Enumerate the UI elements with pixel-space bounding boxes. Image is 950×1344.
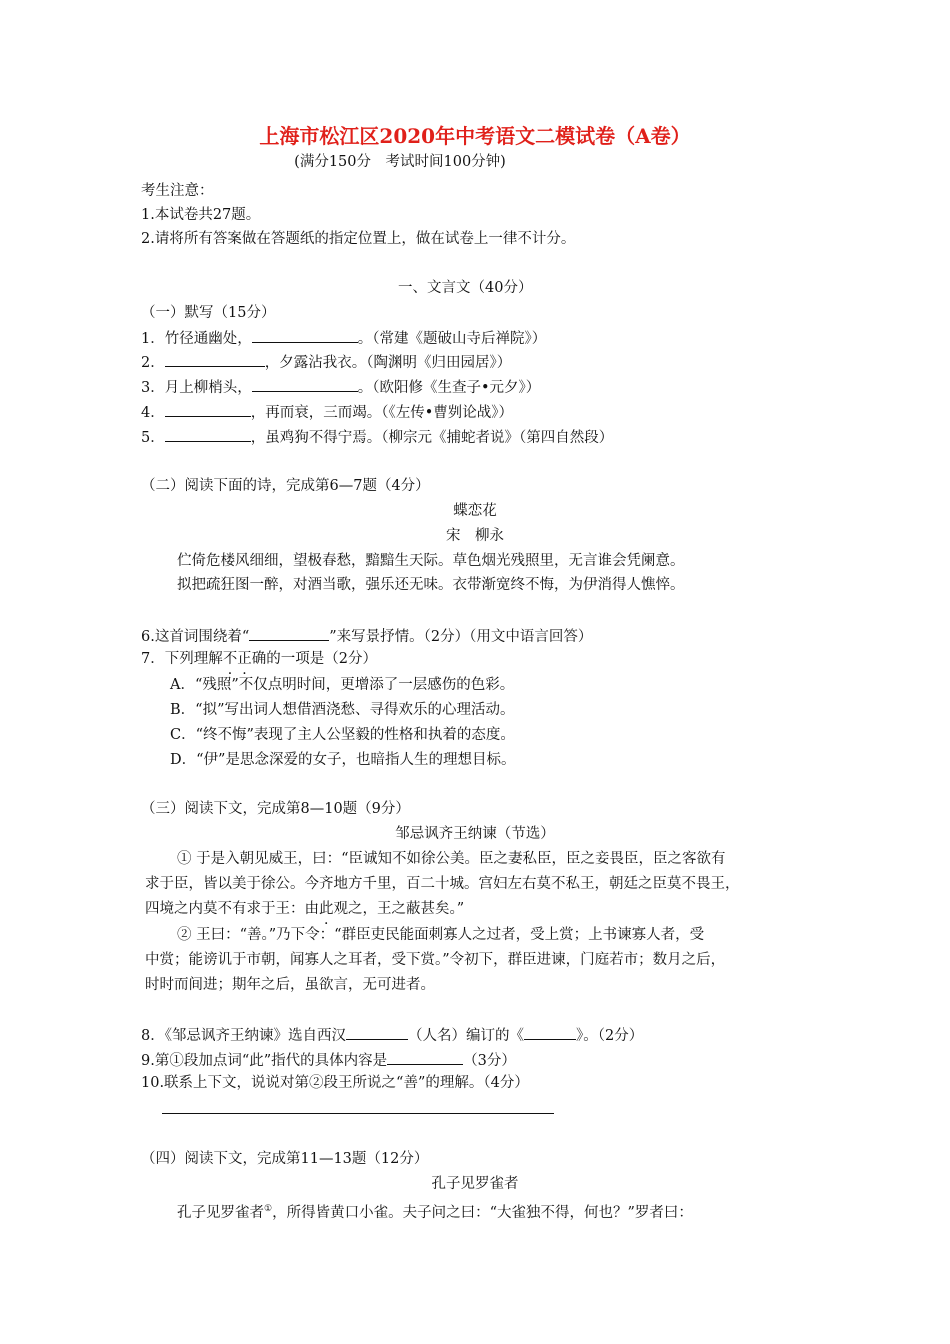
text-title-kongzi: 孔子见罗雀者 <box>431 1176 519 1192</box>
emphasis-char: 正 <box>237 651 252 667</box>
passage-para1-line2: 求于臣，皆以美于徐公。今齐地方千里，百二十城。宫妇左右莫不私王，朝廷之臣莫不畏王， <box>145 876 740 892</box>
part2-heading: （二）阅读下面的诗，完成第6—7题（4分） <box>141 478 430 494</box>
emphasis-char: 不 <box>222 651 238 667</box>
question-7: 7．下列理解不正确的一项是（2分） <box>141 651 377 667</box>
answer-blank <box>249 625 329 641</box>
option-b: B．“拟”写出词人想借酒浇愁、寻得欢乐的心理活动。 <box>170 702 515 718</box>
exam-subtitle: (满分150分 考试时间100分钟) <box>294 154 506 170</box>
answer-blank <box>346 1024 408 1040</box>
part1-heading: （一）默写（15分） <box>141 305 276 321</box>
question-5: 5． ，虽鸡狗不得宁焉。（柳宗元《捕蛇者说》（第四自然段） <box>141 426 613 448</box>
passage-para2-line1: ② 王曰：“善。”乃下令：“群臣吏民能面刺寡人之过者，受上赏；上书谏寡人者，受 <box>177 927 705 943</box>
answer-blank <box>252 327 358 343</box>
answer-blank <box>252 376 358 392</box>
question-4: 4． ，再而衰，三而竭。（《左传•曹刿论战》） <box>141 401 513 423</box>
question-1: 1．竹径通幽处， 。（常建《题破山寺后禅院》） <box>141 327 546 349</box>
poem-title: 蝶恋花 <box>453 503 497 519</box>
text-title-zouji: 邹忌讽齐王纳谏（节选） <box>395 826 555 842</box>
option-d: D．“伊”是思念深爱的女子，也暗指人生的理想目标。 <box>170 752 516 768</box>
notice-item-1: 1.本试卷共27题。 <box>141 207 261 223</box>
part3-heading: （三）阅读下文，完成第8—10题（9分） <box>141 801 410 817</box>
question-8: 8．《邹忌讽齐王纳谏》选自西汉 （人名）编订的《 》。（2分） <box>141 1024 643 1046</box>
passage-para1-line3: 四境之内莫不有求于王：由此观之，王之蔽甚矣。” <box>145 901 465 917</box>
answer-blank <box>165 401 251 417</box>
option-c: C．“终不悔”表现了主人公坚毅的性格和执着的态度。 <box>170 727 515 743</box>
part4-heading: （四）阅读下文，完成第11—13题（12分） <box>141 1151 429 1167</box>
poem-author: 宋 柳永 <box>446 528 504 544</box>
question-2: 2． ，夕露沾我衣。（陶渊明《归田园居》） <box>141 351 511 373</box>
exam-title: 上海市松江区2020年中考语文二模试卷（A卷） <box>259 124 691 148</box>
answer-blank <box>165 351 265 367</box>
question-10: 10.联系上下文，说说对第②段王所说之“善”的理解。（4分） <box>141 1075 529 1091</box>
poem-line-1: 伫倚危楼风细细，望极春愁，黯黯生天际。草色烟光残照里，无言谁会凭阑意。 <box>177 553 685 569</box>
question-3: 3．月上柳梢头， 。（欧阳修《生查子•元夕》） <box>141 376 540 398</box>
emphasis-char: 此 <box>319 901 334 917</box>
section-heading-classical: 一、文言文（40分） <box>398 280 533 296</box>
passage-para2-line2: 中赏；能谤讥于市朝，闻寡人之耳者，受下赏。”令初下，群臣进谏，门庭若市；数月之后， <box>145 952 726 968</box>
notice-heading: 考生注意： <box>141 183 214 199</box>
passage-kongzi-line1: 孔子见罗雀者①，所得皆黄口小雀。夫子问之曰：“大雀独不得，何也？”罗者曰： <box>177 1204 693 1221</box>
poem-line-2: 拟把疏狂图一醉，对酒当歌，强乐还无味。衣带渐宽终不悔，为伊消得人憔悴。 <box>177 577 685 593</box>
answer-line <box>162 1113 554 1114</box>
question-6: 6.这首词围绕着“ ”来写景抒情。（2分）（用文中语言回答） <box>141 625 592 647</box>
answer-blank <box>524 1024 576 1040</box>
option-a: A．“残照”不仅点明时间，更增添了一层感伤的色彩。 <box>170 677 515 693</box>
passage-para1-line1: ① 于是入朝见威王，曰：“臣诚知不如徐公美。臣之妻私臣，臣之妾畏臣，臣之客欲有 <box>177 851 726 867</box>
passage-para2-line3: 时时而间进；期年之后，虽欲言，无可进者。 <box>145 977 435 993</box>
answer-blank <box>165 426 251 442</box>
footnote-marker: ① <box>264 1204 273 1214</box>
answer-blank <box>387 1049 463 1065</box>
question-9: 9.第①段加点词“此”指代的具体内容是 （3分） <box>141 1049 516 1071</box>
notice-item-2: 2.请将所有答案做在答题纸的指定位置上，做在试卷上一律不计分。 <box>141 231 576 247</box>
